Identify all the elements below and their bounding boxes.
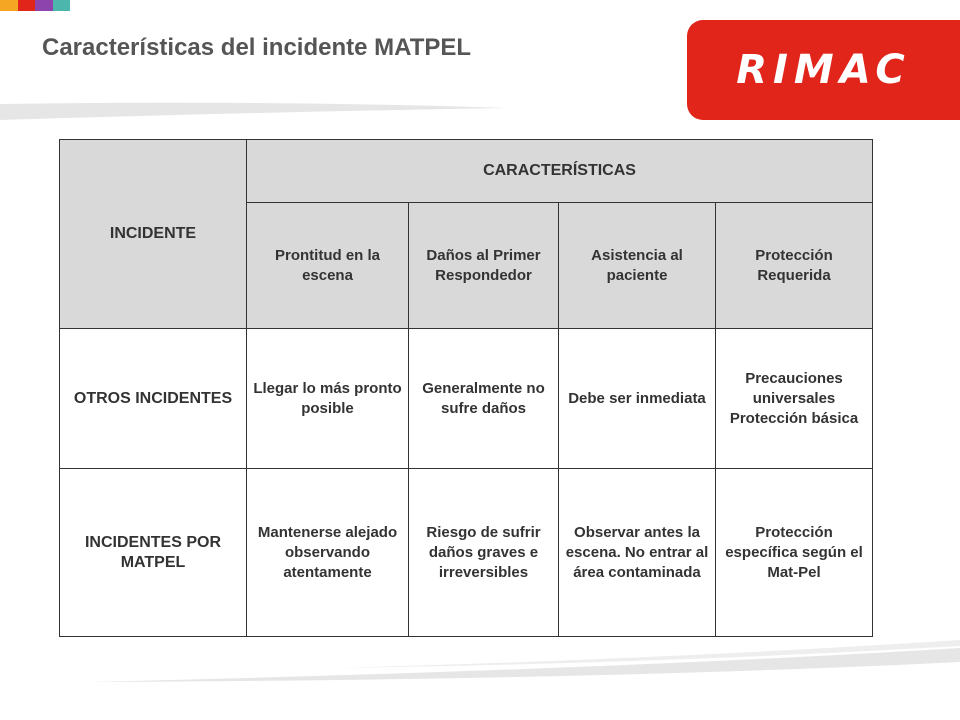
table-cell: Riesgo de sufrir daños graves e irreversibles — [409, 469, 559, 637]
group-header: CARACTERÍSTICAS — [247, 140, 873, 203]
table-cell: Protección específica según el Mat-Pel — [716, 469, 873, 637]
page-title: Características del incidente MATPEL — [42, 34, 472, 61]
table-row — [60, 329, 873, 469]
corner-header: INCIDENTE — [60, 140, 247, 329]
rimac-logo — [687, 20, 960, 120]
logo-text: RIMAC — [736, 47, 911, 93]
column-header: Protección Requerida — [716, 203, 873, 329]
table-cell: Generalmente no sufre daños — [409, 329, 559, 469]
table-cell: Mantenerse alejado observando atentamente — [247, 469, 409, 637]
row-header: INCIDENTES POR MATPEL — [60, 469, 247, 637]
column-header: Daños al Primer Respondedor — [409, 203, 559, 329]
column-header: Asistencia al paciente — [559, 203, 716, 329]
row-header: OTROS INCIDENTES — [60, 329, 247, 469]
column-header: Prontitud en la escena — [247, 203, 409, 329]
incident-characteristics-table — [59, 139, 872, 636]
table-cell: Precauciones universales Protección básica — [716, 329, 873, 469]
table-cell: Llegar lo más pronto posible — [247, 329, 409, 469]
table-row — [60, 469, 873, 637]
table-cell: Debe ser inmediata — [559, 329, 716, 469]
table-cell: Observar antes la escena. No entrar al área contaminada — [559, 469, 716, 637]
